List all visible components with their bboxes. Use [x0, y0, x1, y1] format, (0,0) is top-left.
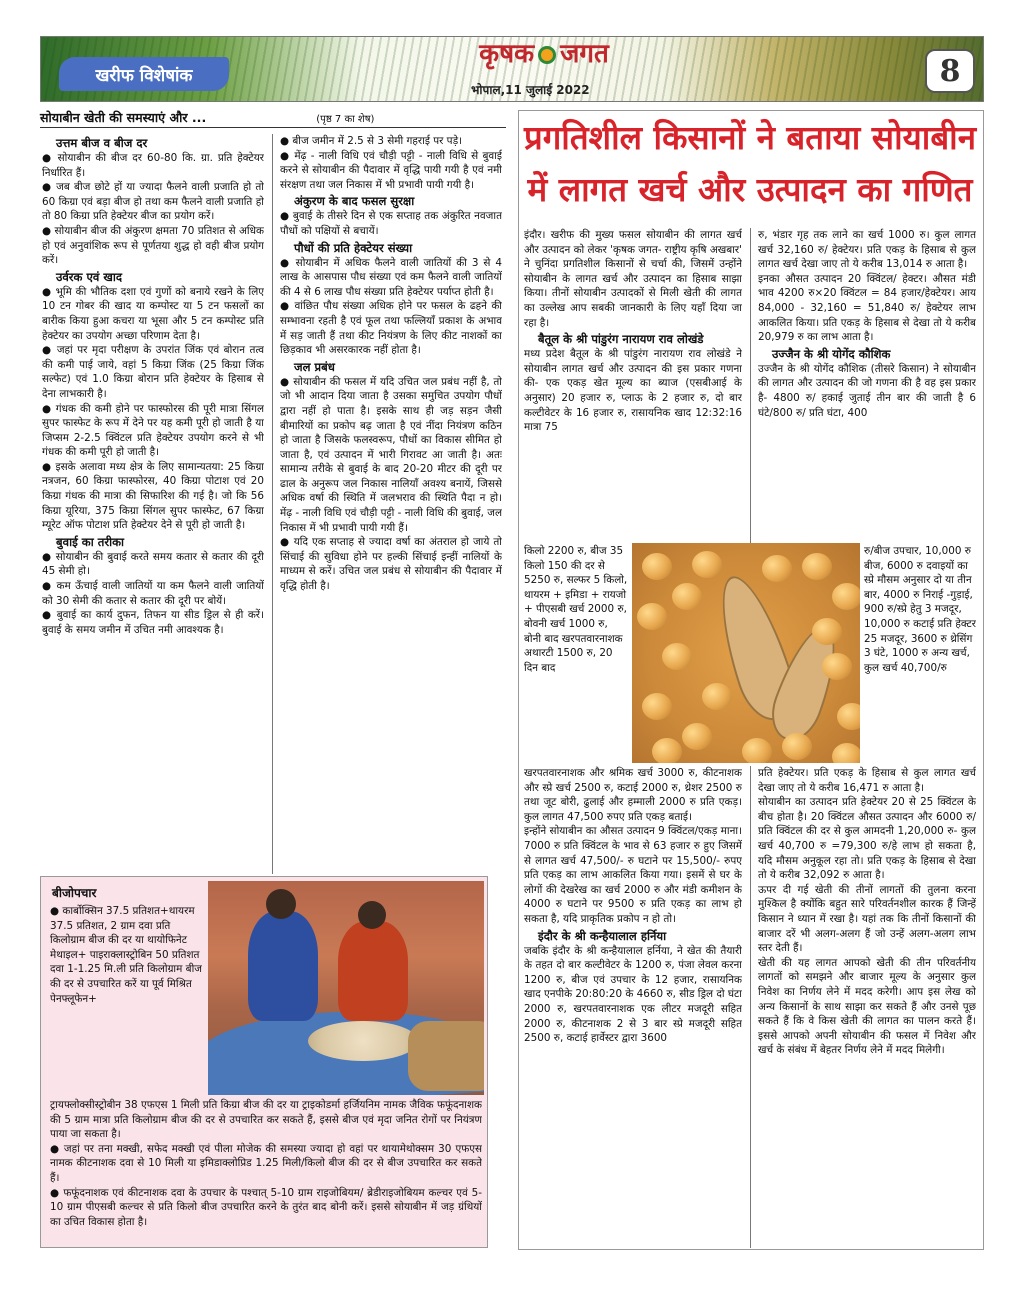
krishak-jagat-logo [449, 37, 639, 71]
page-number: 8 [925, 49, 975, 93]
left-article-column-2 [280, 134, 502, 874]
seed-treatment-title: बीजोपचार [52, 886, 97, 900]
subheading: बैतूल के श्री पांडुरंग नारायण राव लोखंडे [538, 332, 704, 347]
photo-sack [408, 1021, 484, 1091]
paragraph: ● सोयाबीन की फसल में यदि उचित जल प्रबंध नहीं है, तो जो भी आदान दिया जाता है उसका समुचित उपयोग पौधों द्वारा नहीं हो पाता है। इसके साथ ही जड़ सड़न जैसी बीमारियों का प्रकोप बढ़ जाता है एवं नींदा नियंत्रण कठिन हो जाता है जिसके फलस्वरूप, पौधों का विकास सीमित हो जाता है, एवं उत्पादन में भारी गिरावट आ जाती है। अतः सामान्य तरीके से बुवाई के बाद 20-20 मीटर की दूरी पर ढाल के अनुरूप जल निकास नालियाँ अवश्य बनायें, जिससे अधिक वर्षा की स्थिति में जलभराव की स्थिति पैदा न हो। मेंढ़ - नाली विधि एवं चौड़ी पट्टी - नाली विधि की बुवाई, जल निकास में भी प्रभावी पायी गयी हैं। [280, 375, 502, 534]
paragraph: ● सोयाबीन की बीज दर 60-80 कि. ग्रा. प्रति हेक्टेयर निर्धारित हैं। [42, 152, 264, 179]
paragraph: जबकि इंदौर के श्री कन्हैयालाल हर्निया, ने खेत की तैयारी के तहत दो बार कल्टीवेटर के 1200 रु, पंजा लेवल करना 1200 रु, बीज एवं उपचार के 12 हजार, रासायनिक खाद एनपीके 20:80:20 के 4660 रु, सीड ड्रिल दो घंटा 2000 रु, खरपतवारनाशक एक लीटर मजदूरी सहित 2000 रु, कीटनाशक 2 से 3 बार स्प्रे मजदूरी सहित 2500 रु, कटाई हार्वेस्टर द्वारा 3600 [524, 944, 742, 1045]
seed-treatment-narrow-text [50, 904, 202, 1098]
soybean-seed [837, 703, 860, 730]
main-column-1-bottom [524, 766, 742, 1248]
paragraph: ● जहां पर तना मक्खी, सफेद मक्खी एवं पीला मोजेक की समस्या ज्यादा हो वहां पर थायामेथोक्सम 30 एफएस नामक कीटनाशक दवा से 10 मिली या इमिडाक्लोप्रिड 1.25 मिली/किलो बीज की दर से बीज उपचारित कर सकते हैं। [50, 1142, 482, 1184]
seed-treatment-wide-text [50, 1098, 482, 1242]
soybean-seed [782, 733, 812, 760]
soybean-seed [762, 555, 792, 582]
photo-head-1 [266, 889, 296, 919]
photo-woman-1 [248, 911, 318, 1021]
soybean-seed [692, 551, 722, 578]
soybean-seed [832, 743, 860, 763]
paragraph: ● सोयाबीन बीज की अंकुरण क्षमता 70 प्रतिशत से अधिक हो एवं अनुवांशिक रूप से पूर्णतया शुद्ध हो वही बीज प्रयोग करें। [42, 224, 264, 267]
paragraph: ● भूमि की भौतिक दशा एवं गुणों को बनाये रखने के लिए 10 टन गोबर की खाद या कम्पोस्ट या 5 टन फसलों का बारीक किया हुआ कचरा या भूसा और 5 टन कम्पोस्ट प्रति हेक्टेयर का उपयोग अच्छा परिणाम देता है। [42, 285, 264, 342]
main-column-1-narrow [524, 544, 628, 766]
photo-seed-pile [308, 1021, 418, 1061]
headline-line-2: में लागत खर्च और उत्पादन का गणित [527, 170, 973, 209]
paragraph: ऊपर दी गई खेती की तीनों लागतों की तुलना करना मुश्किल है क्योंकि बहुत सारे परिवर्तनशील कारक हैं जिन्हें किसान ने ध्यान में रखा है। यहां तक कि तीनों किसानों की बाजार दरें भी अलग-अलग हैं जो उन्हें अलग-अलग लाभ स्तर देती हैं। [758, 883, 976, 955]
paragraph: ● यदि एक सप्ताह से ज्यादा वर्षा का अंतराल हो जाये तो सिंचाई की सुविधा होने पर हल्की सिंचाई इन्हीं नालियों के माध्यम से करें। उचित जल प्रबंध से सोयाबीन की पैदावार में वृद्धि होती है। [280, 536, 502, 593]
section-tag: खरीफ विशेषांक [59, 57, 229, 91]
paragraph: ● वांछित पौध संख्या अधिक होने पर फसल के ढहने की सम्भावना रहती है एवं फूल तथा फल्लियाँ प्रकाश के अभाव में सड़ जाती हैं तथा कीट नियंत्रण के लिए कीट नाशकों का छिड़काव भी असरकारक नहीं होता है। [280, 300, 502, 357]
photo-woman-2 [338, 921, 408, 1021]
main-column-1-narrow-para: किलो 2200 रु, बीज 35 किलो 150 की दर से 5250 रु, सल्फर 5 किलो, थायरम + इमिडा + रायजो + पीएसबी खर्च 2000 रु, बोवनी खर्च 1000 रु, बोनी बाद खरपतवारनाशक अथारटी 1500 रु, 20 दिन बाद [524, 545, 628, 674]
soybean-seed [637, 603, 667, 630]
subheading: इंदौर के श्री कन्हैयालाल हर्निया [538, 928, 667, 943]
soybean-seeds-photo [632, 543, 860, 763]
farm-women-sorting-seeds-photo [208, 881, 484, 1095]
subheading: उत्तम बीज व बीज दर [56, 136, 148, 150]
subheading: उर्वरक एवं खाद [56, 269, 123, 284]
main-column-2-narrow-para: रु/बीज उपचार, 10,000 रु बीज, 6000 रु दवाइयों का स्प्रे मौसम अनुसार दो या तीन बार, 4000 रु निराई -गुड़ाई, 900 रु/स्प्रे हेतु 3 मजदूर, 10,000 रु कटाई प्रति हेक्टर 25 मजदूर, 3600 रु थ्रेसिंग 3 घंटे, 1000 रु अन्य खर्च, कुल खर्च 40,700/रु [864, 545, 976, 674]
paragraph: खरपतवारनाशक और श्रमिक खर्च 3000 रु, कीटनाशक और स्प्रे खर्च 2500 रु, कटाई 2000 रु, थ्रेशर 2500 रु तथा जूट बोरी, ढुलाई और हम्माली 2000 रु प्रति एकड़। कुल लागत 47,500 रुपए प्रति एकड़ बताई। [524, 767, 742, 823]
column-divider [750, 228, 751, 544]
soybean-seed [662, 643, 692, 670]
column-divider [750, 766, 751, 1248]
soybean-seed [822, 653, 852, 680]
soybean-seed [652, 738, 682, 763]
soybean-seed [672, 583, 702, 610]
subheading: जल प्रबंध [294, 359, 335, 374]
paragraph: ● सोयाबीन की बुवाई करते समय कतार से कतार की दूरी 45 सेमी हो। [42, 550, 264, 578]
continued-from: (पृष्ठ 7 का शेष) [316, 113, 375, 125]
soybean-seed [682, 723, 712, 750]
soybean-seed [642, 553, 672, 580]
paragraph: इंदौर। खरीफ की मुख्य फसल सोयाबीन की लागत खर्च और उत्पादन को लेकर 'कृषक जगत- राष्ट्रीय कृषि अखबार' ने चुनिंदा प्रगतिशील किसानों से चर्चा की, जिसमें उन्होंने सोयाबीन के लागत खर्च और उत्पादन का हिसाब साझा किया। तीनों सोयाबीन उत्पादकों से मिली खेती की लागत का उल्लेख आप सबकी जानकारी के लिए यहाँ दिया जा रहा है। [524, 229, 742, 329]
paragraph: ट्रायफ्लोक्सीस्ट्रोबीन 38 एफएस 1 मिली प्रति किग्रा बीज की दर या ट्राइकोडर्मा हर्जियनिम नामक जैविक फफूंदनाशक की 5 ग्राम मात्रा प्रति किलोग्राम बीज की दर से उपचारित कर सकते हैं, इससे बीज एवं मृदा जनित रोगों पर नियंत्रण पाया जा सकता है। [50, 1099, 482, 1141]
paragraph: ● कम ऊँचाई वाली जातियों या कम फैलने वाली जातियों को 30 सेमी की कतार से कतार की दूरी पर बोयें। [42, 580, 264, 607]
paragraph: सोयाबीन का उत्पादन प्रति हेक्टेयर 20 से 25 क्विंटल के बीच होता है। 20 क्विंटल औसत उत्पादन और 6000 रु/प्रति क्विंटल की दर से कुल आमदनी 1,20,000 रु- कुल खर्च 40,700 रु =79,300 रु/हे लाभ हो सकता है, यदि मौसम अनुकूल रहा तो। प्रति एकड़ के हिसाब से देखा तो ये करीब 32,092 रु आता है। [758, 796, 976, 882]
masthead-banner [40, 36, 984, 102]
left-article-column-1 [42, 134, 264, 874]
paragraph: प्रति हेक्टेयर। प्रति एकड़ के हिसाब से कुल लागत खर्च देखा जाए तो ये करीब 16,471 रु आता है। [758, 767, 976, 794]
main-column-2-top [758, 228, 976, 544]
paragraph: उज्जैन के श्री योगेंद कौशिक (तीसरे किसान) ने सोयाबीन की लागत और उत्पादन की जो गणना की है वह इस प्रकार है- 4800 रु/ हकाई जुताई तीन बार की जाती है 6 घंटे/800 रु/ प्रति घंटा, 400 [758, 362, 976, 419]
subheading: पौधों की प्रति हेक्टेयर संख्या [294, 240, 413, 255]
main-column-1-top [524, 228, 742, 544]
paragraph: ● सोयाबीन में अधिक फैलने वाली जातियों की 3 से 4 लाख के आसपास पौध संख्या एवं कम फैलने वाली जातियों की 4 से 6 लाख पौध संख्या प्रति हेक्टेयर पर्याप्त होती है। [280, 256, 502, 298]
paragraph: रु, भंडार गृह तक लाने का खर्च 1000 रु। कुल लागत खर्च 32,160 रु/ हेक्टेयर। प्रति एकड़ के हिसाब से कुल लागत खर्च देखा जाए तो ये करीब 13,014 रु आता है। [758, 229, 976, 271]
logo-left-text: कृषक [479, 39, 535, 69]
paragraph: ● जब बीज छोटे हों या ज्यादा फैलने वाली प्रजाति हो तो 60 किग्रा एवं बड़ा बीज हो तथा कम फैलने वाली प्रजाति हो तो 80 किग्रा प्रति हेक्टेयर बीज का प्रयोग करें। [42, 181, 264, 223]
soybean-seed [702, 683, 732, 710]
paragraph: इनका औसत उत्पादन 20 क्विंटल/ हेक्टर। औसत मंडी भाव 4200 रु×20 क्विंटल = 84 हजार/हेक्टेयर। आय 84,000 - 32,160 = 51,840 रु/ हेक्टेयर लाभ आकलित किया। प्रति एकड़ के हिसाब से देखा तो ये करीब 20,979 रु का लाभ आता है। [758, 272, 976, 344]
paragraph: मध्य प्रदेश बैतूल के श्री पांडुरंग नारायण राव लोखंडे ने सोयाबीन लागत खर्च और उत्पादन की इस प्रकार गणना की- एक एकड़ खेत मूल्य का ब्याज (एसबीआई के अनुसार) 20 हजार रु, प्लाऊ के 2 हजार रु, दो बार कल्टीवेटर के 16 हजार रु, रासायनिक खाद 12:32:16 मात्रा 75 [524, 348, 742, 434]
paragraph: ● बुवाई का कार्य दुफन, तिफन या सीड ड्रिल से ही करें। बुवाई के समय जमीन में उचित नमी आवश्यक है। [42, 609, 264, 636]
paragraph: ● फफूंदनाशक एवं कीटनाशक दवा के उपचार के पश्चात् 5-10 ग्राम राइजोबियम/ ब्रेडीराइजोबियम कल्चर एवं 5-10 ग्राम पीएसबी कल्चर से प्रति किलो बीज उपचारित करने के तुरंत बाद बोनी करें। इससे सोयाबीन में जड़ ग्रंथियों का उचित विकास होता है। [50, 1186, 482, 1228]
left-article-title-bar [40, 108, 506, 128]
column-divider [272, 134, 273, 874]
main-headline [520, 112, 980, 220]
dateline: भोपाल,11 जुलाई 2022 [471, 83, 590, 97]
soybean-seed [812, 618, 842, 645]
seed-treatment-narrow-para: ● कार्बोक्सिन 37.5 प्रतिशत+थायरम 37.5 प्रतिशत, 2 ग्राम दवा प्रति किलोग्राम बीज की दर या थायोफिनेट मेथाइल+ पाइराक्लास्ट्रोबिन 50 प्रतिशत दवा 1-1.25 मि.ली प्रति किलोग्राम बीज की दर से उपचारित करें या पूर्व मिश्रित पेनफ्लूफेन+ [50, 905, 202, 1005]
logo-right-text: जगत [560, 39, 609, 69]
paragraph: खेती की यह लागत आपको खेती की तीन परिवर्तनीय लागतों को समझने और बाजार मूल्य के अनुसार कुल निवेश का निर्णय लेने में मदद करेगी। आप इस लेख को अन्य किसानों के साथ साझा कर सकते हैं और उनसे पूछ सकते हैं कि वे किस खेती की लागत का पालन करते हैं। इससे आपको अपनी सोयाबीन की फसल में निवेश और खर्च के संबंध में बेहतर निर्णय लेने में मदद मिलेगी। [758, 956, 976, 1057]
paragraph: ● गंधक की कमी होने पर फास्फोरस की पूरी मात्रा सिंगल सुपर फास्फेट के रूप में देने पर यह कमी पूरी हो जाती है या जिप्सम 2-2.5 क्विंटल प्रति हेक्टेयर उपयोग करने से भी गंधक की कमी पूरी हो जाती है। [42, 402, 264, 459]
soybean-seed [642, 693, 672, 720]
soybean-seed [802, 553, 832, 580]
paragraph: ● मेंढ़ - नाली विधि एवं चौड़ी पट्टी - नाली विधि से बुवाई करने से सोयाबीन की पैदावार में वृद्धि पायी गयी है एवं नमी संरक्षण तथा जल निकास में भी प्रभावी पायी गयी है। [280, 149, 502, 191]
left-article-title: सोयाबीन खेती की समस्याएं और ... [40, 110, 207, 125]
soybean-seed [742, 738, 772, 763]
subheading: उज्जैन के श्री योगेंद कौशिक [772, 346, 891, 361]
main-column-2-narrow [864, 544, 976, 766]
subheading: बुवाई का तरीका [56, 534, 125, 549]
photo-head-2 [358, 901, 386, 929]
paragraph: ● बुवाई के तीसरे दिन से एक सप्ताह तक अंकुरित नवजात पौधों को पक्षियों से बचायें। [280, 210, 502, 237]
main-column-2-bottom [758, 766, 976, 1248]
paragraph: ● इसके अलावा मध्य क्षेत्र के लिए सामान्यतया: 25 किग्रा नत्रजन, 60 किग्रा फास्फोरस, 40 किग्रा पोटाश एवं 20 किग्रा गंधक की मात्रा की सिफारिश की गई है। जो कि 56 किग्रा यूरिया, 375 किग्रा सिंगल सुपर फास्फेट, 67 किग्रा म्यूरेट ऑफ पोटाश प्रति हेक्टेयर देने से पूरी हो जाती है। [42, 460, 264, 532]
paragraph: ● बीज जमीन में 2.5 से 3 सेमी गहराई पर पड़े। [280, 135, 463, 147]
paragraph: ● जहां पर मृदा परीक्षण के उपरांत जिंक एवं बोरान तत्व की कमी पाई जाये, वहां 5 किग्रा जिंक (25 किग्रा जिंक सल्फेट) एवं 1.0 किग्रा बोरान प्रति हेक्टेयर के हिसाब से देना लाभकारी है। [42, 344, 264, 400]
soybean-seed [832, 583, 860, 610]
logo-sun-icon [538, 46, 556, 64]
paragraph: इन्होंने सोयाबीन का औसत उत्पादन 9 क्विंटल/एकड़ माना। 7000 रु प्रति क्विंटल के भाव से 63 हजार रु हुए जिसमें से लागत खर्च 47,500/- रु घटाने पर 15,500/- रुपए प्रति एकड़ का लाभ आकलित किया गया। इसमें से घर के लोगों की देखरेख का खर्च 2000 रु और मंडी कमीशन के 4000 रु घटाने पर 9500 रु प्रति एकड़ का लाभ हो सकता है, यदि प्राकृतिक प्रकोप न हो तो। [524, 825, 742, 925]
headline-line-1: प्रगतिशील किसानों ने बताया सोयाबीन [523, 118, 977, 157]
subheading: अंकुरण के बाद फसल सुरक्षा [294, 194, 415, 209]
